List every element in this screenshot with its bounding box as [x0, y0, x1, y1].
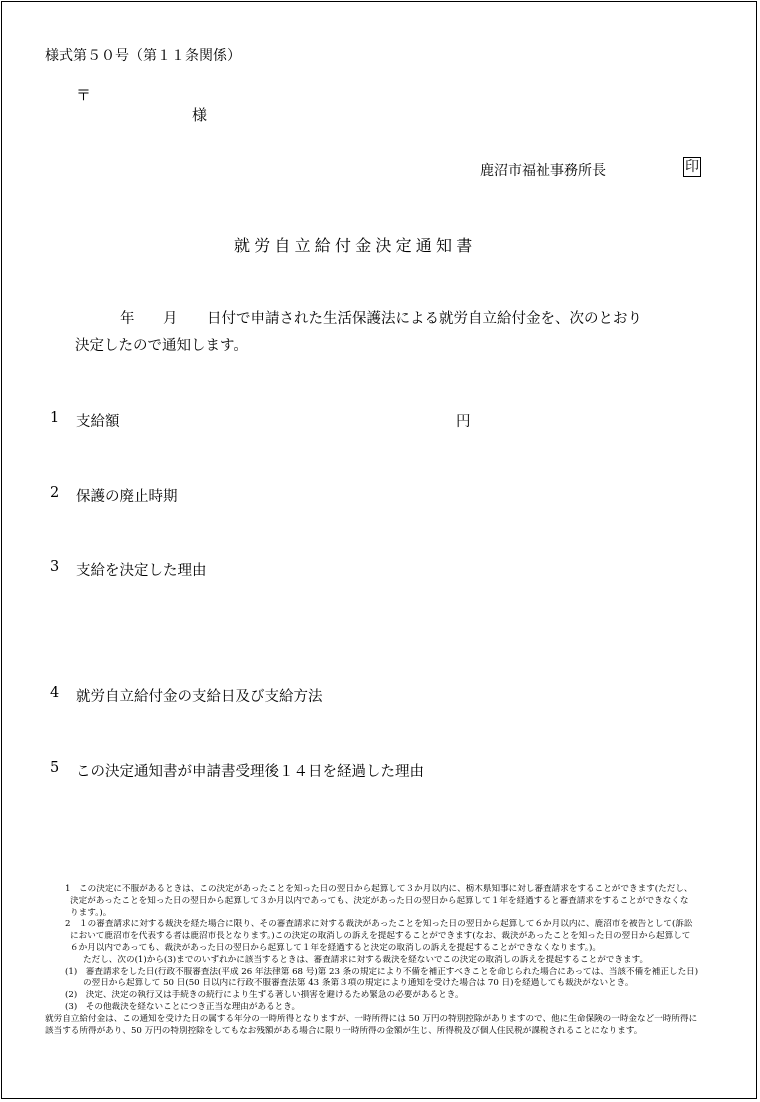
item-number: 5: [50, 760, 60, 776]
note-line: の翌日から起算して 50 日(50 日以内に行政不服審査法第 43 条第３項の規定により通知を受けた場合は 70 日)を経過しても裁決がないとき。: [83, 978, 634, 989]
seal-stamp: 印: [685, 159, 699, 175]
intro-line1: 日付で申請された生活保護法による就労自立給付金を、次のとおり: [207, 311, 642, 327]
note-line: (3) その他裁決を経ないことにつき正当な理由があるとき。: [65, 1001, 301, 1012]
item-number: 4: [50, 685, 60, 701]
item-label-decision-reason: 支給を決定した理由: [76, 563, 207, 579]
item-number: 3: [50, 559, 60, 575]
note-line: (1) 審査請求をした日(行政不服審査法(平成 26 年法律第 68 号)第 23 条の規定により不備を補正すべきことを命じられた場合にあっては、当該不備を補正した日): [65, 966, 699, 977]
document-title: 就労自立給付金決定通知書: [234, 236, 477, 255]
item-label-payment-method: 就労自立給付金の支給日及び支給方法: [76, 689, 323, 705]
intro-year: 年: [120, 311, 135, 327]
note-line: ６か月以内であっても、裁決があった日の翌日から起算して１年を経過すると決定の取消しの訴えを提起することができなくなります。)。: [70, 942, 602, 953]
legal-notes: [45, 884, 725, 1037]
form-number: 様式第５０号（第１１条関係）: [45, 48, 241, 64]
item-number: 2: [50, 485, 60, 501]
item-label-payment-amount: 支給額: [76, 414, 120, 430]
note-line: 決定があったことを知った日の翌日から起算して３か月以内であっても、決定があった日の翌日から起算して１年を経過すると審査請求をすることができなくな: [70, 895, 689, 906]
intro-line2: 決定したので通知します。: [75, 338, 248, 354]
item-number: 1: [50, 410, 60, 426]
note-line: 就労自立給付金は、この通知を受けた日の属する年分の一時所得となりますが、一時所得には 50 万円の特別控除がありますので、他に生命保険の一時金など一時所得に: [45, 1013, 698, 1024]
item-label-delay-reason: この決定通知書が申請書受理後１４日を経過した理由: [76, 764, 424, 780]
item-label-abolition-period: 保護の廃止時期: [76, 489, 178, 505]
addressee-honorific: 様: [192, 106, 208, 124]
postal-mark: 〒: [76, 86, 92, 104]
issuer-name: 鹿沼市福祉事務所長: [480, 163, 606, 179]
note-line: 1 この決定に不服があるときは、この決定があったことを知った日の翌日から起算して３か月以内に、栃木県知事に対し審査請求をすることができます(ただし、: [65, 884, 693, 894]
note-line: において鹿沼市を代表する者は鹿沼市長となります。)この決定の取消しの訴えを提起することができます(なお、裁決があったことを知った日の翌日から起算して: [70, 931, 691, 942]
note-line: 該当する所得があり、50 万円の特別控除をしてもなお残額がある場合に限り一時所得の金額が生じ、所得税及び個人住民税が課税されることになります。: [45, 1025, 643, 1036]
note-line: ります。)。: [70, 907, 112, 918]
note-line: 2 １の審査請求に対する裁決を経た場合に限り、その審査請求に対する裁決があったことを知った日の翌日から起算して６か月以内に、鹿沼市を被告として(訴訟: [65, 919, 693, 930]
currency-unit: 円: [456, 414, 471, 430]
note-line: (2) 決定、決定の執行又は手続きの続行により生ずる著しい損害を避けるため緊急の必要があるとき。: [65, 990, 464, 1001]
note-line: ただし、次の(1)から(3)までのいずれかに該当するときは、審査請求に対する裁決を経ないでこの決定の取消しの訴えを提起することができます。: [83, 954, 649, 965]
intro-month: 月: [163, 311, 178, 327]
